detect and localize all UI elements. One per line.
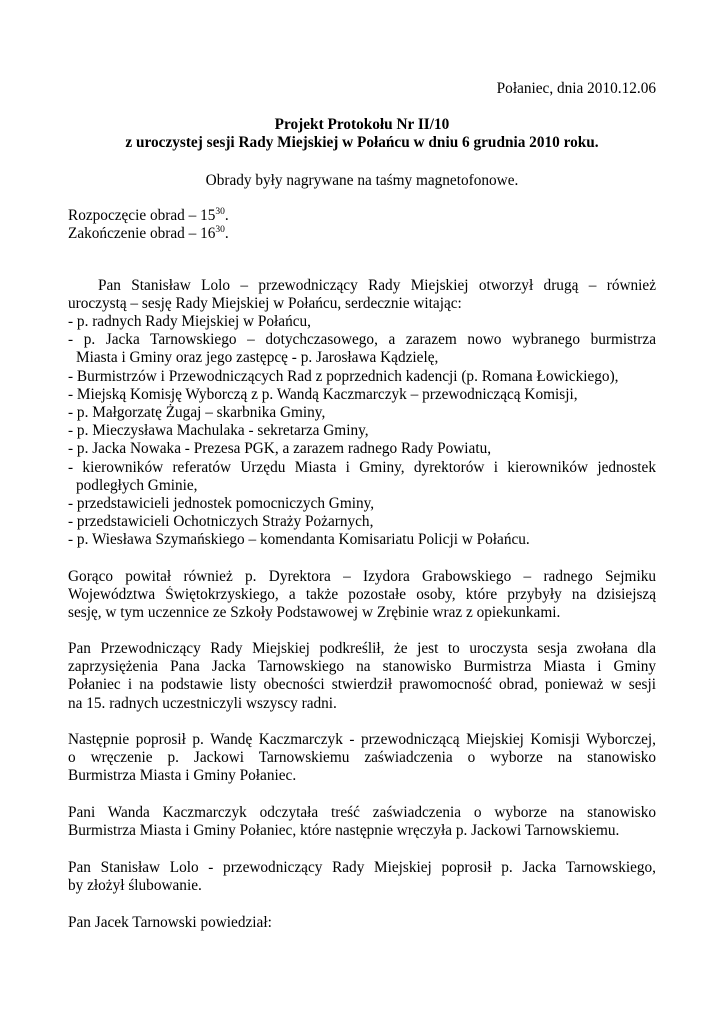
list-item: - p. Małgorzatę Żugaj – skarbnika Gminy, bbox=[68, 404, 326, 422]
paragraph-certificate-read bbox=[68, 804, 656, 840]
paragraph-line: Gorąco powitał również p. Dyrektora – Izydora Grabowskiego – radnego Sejmiku bbox=[68, 568, 656, 585]
paragraph-line: Burmistrza Miasta i Gminy Połaniec. bbox=[68, 767, 297, 785]
paragraph-oath-request bbox=[68, 859, 656, 895]
end-time: Zakończenie obrad – $16^{30}$. bbox=[68, 225, 229, 243]
start-time: Rozpoczęcie obrad – $15^{30}$. bbox=[68, 207, 229, 224]
paragraph-greeting bbox=[68, 568, 656, 623]
paragraph-oath-speech bbox=[68, 914, 656, 932]
list-item: - p. Jacka Tarnowskiego – dotychczasowego, a zarazem nowo wybranego burmistrza bbox=[68, 331, 656, 349]
paragraph-line: Województwa Świętokrzyskiego, a także pozostałe osoby, które przybyły na dzisiejszą bbox=[68, 586, 656, 604]
list-item: - kierowników referatów Urzędu Miasta i Gminy, dyrektorów i kierowników jednostek bbox=[68, 458, 656, 476]
list-item: - Miejską Komisję Wyborczą z p. Wandą Kaczmarczyk – przewodniczącą Komisji, bbox=[68, 385, 578, 403]
paragraph-line: Pani Wanda Kaczmarczyk odczytała treść zaświadczenia o wyborze na stanowisko bbox=[68, 804, 656, 821]
list-item: - p. Mieczysława Machulaka - sekretarza Gminy, bbox=[68, 422, 369, 440]
paragraph-line: zaprzysiężenia Pana Jacka Tarnowskiego na stanowisko Burmistrza Miasta i Gminy bbox=[68, 658, 656, 676]
list-item: - przedstawicieli jednostek pomocniczych Gminy, bbox=[68, 495, 375, 513]
recorded-note: Obrady były nagrywane na taśmy magnetofonowe. bbox=[205, 172, 519, 189]
paragraph-quorum bbox=[68, 640, 656, 713]
welcome-list bbox=[68, 313, 656, 550]
paragraph-line: by złożył ślubowanie. bbox=[68, 877, 202, 895]
list-item: - p. radnych Rady Miejskiej w Połańcu, bbox=[68, 313, 312, 330]
paragraph-line: Następnie poprosił p. Wandę Kaczmarczyk - przewodniczącą Miejskiej Komisji Wyborczej, bbox=[68, 731, 656, 748]
paragraph-line: Pan Przewodniczący Rady Miejskiej podkreślił, że jest to uroczysta sesja zwołana dla bbox=[68, 640, 656, 657]
list-item: - p. Jacka Nowaka - Prezesa PGK, a zarazem radnego Rady Powiatu, bbox=[68, 440, 492, 458]
paragraph-line: sesję, w tym uczennice ze Szkoły Podstawowej w Zrębinie wraz z opiekunkami. bbox=[68, 604, 561, 622]
list-item: - Burmistrzów i Przewodniczących Rad z poprzednich kadencji (p. Romana Łowickiego), bbox=[68, 367, 619, 385]
title-line-1: Projekt Protokołu Nr II/10 bbox=[274, 116, 450, 133]
opening-paragraph bbox=[68, 277, 656, 313]
opening-line: Pan Stanisław Lolo – przewodniczący Rady Miejskiej otworzył drugą – również bbox=[98, 277, 656, 294]
place-date: Połaniec, dnia 2010.12.06 bbox=[496, 80, 656, 97]
paragraph-line: Pan Jacek Tarnowski powiedział: bbox=[68, 914, 272, 931]
list-item: - p. Wiesława Szymańskiego – komendanta Komisariatu Policji w Połańcu. bbox=[68, 531, 530, 549]
list-item: - przedstawicieli Ochotniczych Straży Pożarnych, bbox=[68, 513, 374, 531]
paragraph-line: Burmistrza Miasta i Gminy Połaniec, które następnie wręczyła p. Jackowi Tarnowskiemu. bbox=[68, 822, 620, 840]
list-item-continuation: podległych Gminie, bbox=[76, 476, 198, 494]
paragraph-certificate-request bbox=[68, 731, 656, 786]
session-times bbox=[68, 207, 229, 243]
paragraph-line: o wręczenie p. Jackowi Tarnowskiemu zaświadczenia o wyborze na stanowisko bbox=[68, 749, 656, 767]
paragraph-line: Pan Stanisław Lolo - przewodniczący Rady Miejskiej poprosił p. Jacka Tarnowskiego, bbox=[68, 859, 656, 876]
title-line-2: z uroczystej sesji Rady Miejskiej w Połańcu w dniu 6 grudnia 2010 roku. bbox=[125, 134, 599, 152]
paragraph-line: Połaniec i na podstawie listy obecności stwierdził prawomocność obrad, ponieważ w sesji bbox=[68, 676, 656, 694]
paragraph-line: na 15. radnych uczestniczyli wszyscy radni. bbox=[68, 694, 337, 712]
opening-line: uroczystą – sesję Rady Miejskiej w Połańcu, serdecznie witając: bbox=[68, 295, 462, 313]
document-title bbox=[68, 116, 656, 152]
list-item-continuation: Miasta i Gminy oraz jego zastępcę - p. Jarosława Kądzielę, bbox=[76, 349, 439, 367]
